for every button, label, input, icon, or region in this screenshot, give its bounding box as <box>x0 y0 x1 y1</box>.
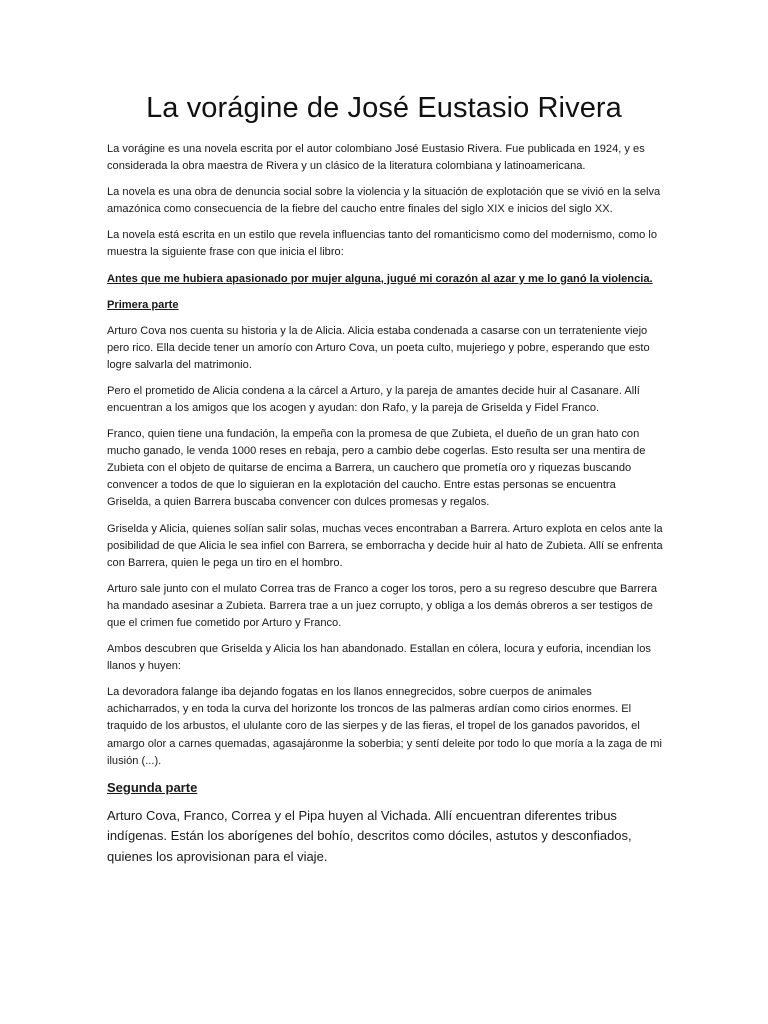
intro-paragraph-2: La novela es una obra de denuncia social sobre la violencia y la situación de explotación que se vivió en la selva amazónica como consecuencia de la fiebre del caucho entre finales del siglo XIX e inicios del siglo XX. <box>107 186 661 216</box>
section1-paragraph-1: Arturo Cova nos cuenta su historia y la de Alicia. Alicia estaba condenada a casarse con un terrateniente viejo pero rico. Ella decide tener un amorío con Arturo Cova, un poeta culto, mujeriego y pobre, esperando que esto logre salvarla del matrimonio. <box>107 324 650 371</box>
intro-paragraph-3: La novela está escrita en un estilo que revela influencias tanto del romanticismo como del modernismo, como lo muestra la siguiente frase con que inicia el libro: <box>107 229 658 259</box>
section1-paragraph-5: Arturo sale junto con el mulato Correa tras de Franco a coger los toros, pero a su regreso descubre que Barrera ha mandado asesinar a Zubieta. Barrera trae a un juez corrupto, y obliga a los demás obreros a ser testigos de que el crimen fue cometido por Arturo y Franco. <box>107 582 658 629</box>
section-heading-primera-parte: Primera parte <box>107 298 179 311</box>
section1-quote-paragraph: La devoradora falange iba dejando fogatas en los llanos ennegrecidos, sobre cuerpos de animales achicharrados, y en toda la curva del horizonte los troncos de las palmeras ardían como cirios enormes. El traquido de los arbustos, el ululante coro de las sierpes y de las fieras, el tropel de los ganados pavoridos, el amargo olor a carnes quemadas, agasajáronme la soberbia; y sentí deleite por todo lo que moría a la zaga de mi ilusión (...). <box>107 686 663 767</box>
document-title: La vorágine de José Eustasio Rivera <box>146 92 622 124</box>
section2-paragraph-1: Arturo Cova, Franco, Correa y el Pipa huyen al Vichada. Allí encuentran diferentes tribus indígenas. Están los aborígenes del bohío, descritos como dóciles, astutos y desconfiados, quienes los aprovisionan para el viaje. <box>107 807 632 864</box>
section1-paragraph-2: Pero el prometido de Alicia condena a la cárcel a Arturo, y la pareja de amantes decide huir al Casanare. Allí encuentran a los amigos que los acogen y ayudan: don Rafo, y la pareja de Griselda y Fidel Franco. <box>107 384 640 414</box>
section1-paragraph-6: Ambos descubren que Griselda y Alicia los han abandonado. Estallan en cólera, locura y euforia, incendian los llanos y huyen: <box>107 643 651 673</box>
section1-paragraph-3: Franco, quien tiene una fundación, la empeña con la promesa de que Zubieta, el dueño de un gran hato con mucho ganado, le venda 1000 reses en rebaja, pero a cambio debe cogerlas. Esto resulta ser una mentira de Zubieta con el objeto de quitarse de encima a Barrera, un cauchero que prometía oro y riquezas buscando convencer a todos de que lo siguieran en la explotación del caucho. Entre estas personas se encuentra Griselda, a quien Barrera buscaba convencer con dulces promesas y regalos. <box>107 428 646 509</box>
document-body <box>107 141 663 867</box>
opening-quote: Antes que me hubiera apasionado por mujer alguna, jugué mi corazón al azar y me lo ganó la violencia. <box>107 272 653 285</box>
section1-paragraph-4: Griselda y Alicia, quienes solían salir solas, muchas veces encontraban a Barrera. Arturo explota en celos ante la posibilidad de que Alicia le sea infiel con Barrera, se emborracha y decide huir al hato de Zubieta. Allí se enfrenta con Barrera, quien le pega un tiro en el hombro. <box>107 522 663 569</box>
intro-paragraph-1: La vorágine es una novela escrita por el autor colombiano José Eustasio Rivera. Fue publicada en 1924, y es considerada la obra maestra de Rivera y un clásico de la literatura colombiana y latinoamericana. <box>107 143 645 173</box>
section-heading-segunda-parte: Segunda parte <box>107 779 198 795</box>
